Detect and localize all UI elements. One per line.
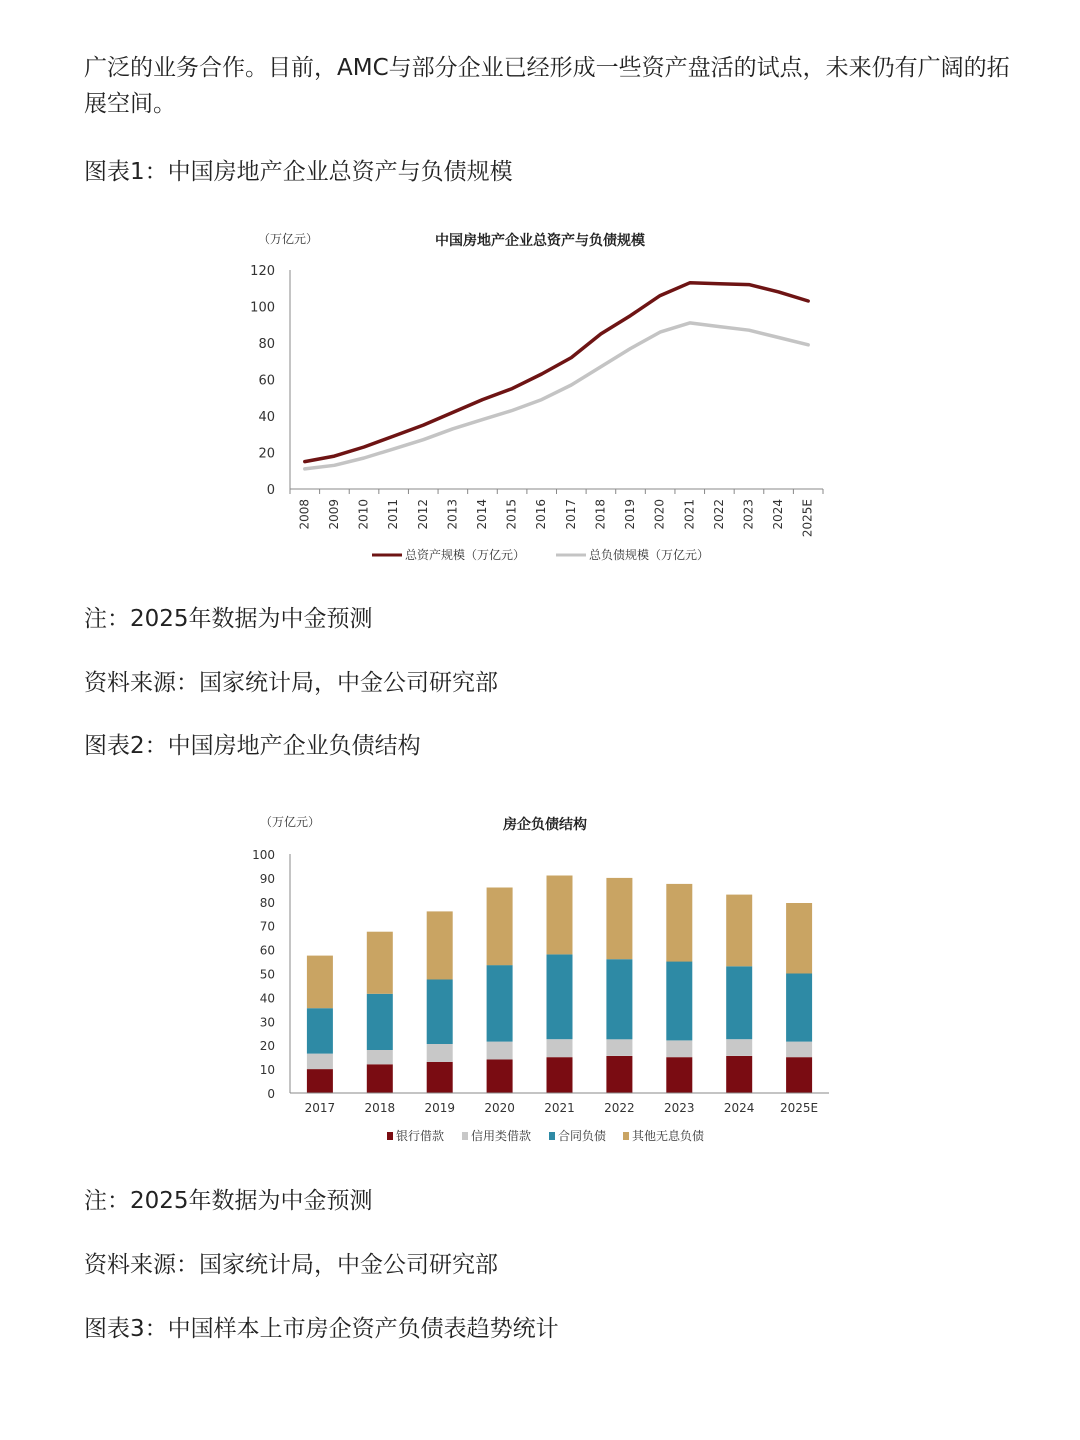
chart2-bar-credit-loan	[666, 1040, 692, 1057]
chart2-bars	[307, 876, 812, 1094]
chart1-x-tick-label: 2012	[415, 499, 430, 530]
chart1-x-axis	[290, 489, 823, 537]
chart2-x-tick-label: 2017	[304, 1101, 336, 1115]
chart2-legend	[387, 1128, 704, 1143]
chart1-y-tick-label: 0	[266, 483, 275, 498]
figure3-caption: 图表3：中国样本上市房企资产负债表趋势统计	[84, 1316, 559, 1342]
chart1-series-lines	[305, 283, 808, 469]
chart2-y-tick-label: 20	[259, 1039, 275, 1054]
chart2-bar-credit-loan	[487, 1042, 513, 1060]
chart1-y-tick-label: 20	[258, 446, 275, 462]
chart2-bar-bank-loan	[367, 1064, 393, 1093]
chart2-bar-bank-loan	[487, 1060, 513, 1094]
chart2-bar-other-liability	[367, 932, 393, 994]
chart1-x-tick-label: 2021	[682, 499, 697, 530]
figure1-note: 注：2025年数据为中金预测	[84, 606, 373, 632]
chart2-bar-bank-loan	[666, 1057, 692, 1093]
chart2-bar-bank-loan	[427, 1062, 453, 1093]
chart2-unit-label: （万亿元）	[260, 815, 321, 829]
chart2-x-tick-label: 2025E	[779, 1101, 819, 1115]
chart1-legend	[372, 547, 709, 562]
chart1-x-tick-label: 2010	[356, 499, 371, 530]
chart1-x-tick-label: 2023	[741, 499, 756, 530]
chart2-x-tick-label: 2022	[604, 1101, 635, 1115]
chart2-y-tick-label: 80	[259, 895, 275, 910]
chart1-x-tick-label: 2009	[326, 499, 341, 530]
chart1-x-tick-label: 2019	[623, 499, 638, 530]
chart2-bar-contract-liability	[786, 974, 812, 1042]
legend-contract-liability-swatch	[549, 1132, 555, 1140]
chart1-x-tick-label: 2016	[534, 499, 549, 530]
chart1-y-axis	[250, 264, 290, 498]
chart2-x-tick-label: 2019	[424, 1101, 455, 1115]
chart2-bar-credit-loan	[606, 1039, 632, 1056]
chart2-y-tick-label: 50	[259, 967, 275, 982]
chart2-bar-other-liability	[487, 888, 513, 966]
chart1-y-tick-label: 100	[250, 300, 275, 316]
figure2-caption: 图表2：中国房地产企业负债结构	[84, 733, 421, 759]
chart2-bar-contract-liability	[547, 954, 573, 1039]
chart2-x-tick-label: 2021	[544, 1101, 575, 1115]
figure2-source: 资料来源：国家统计局，中金公司研究部	[84, 1252, 498, 1278]
figure1-source: 资料来源：国家统计局，中金公司研究部	[84, 670, 498, 696]
chart1-total-liabilities-line	[305, 323, 808, 469]
chart1-unit-label: （万亿元）	[258, 232, 319, 246]
legend-bank-loan-swatch	[387, 1132, 393, 1140]
chart2-bar-bank-loan	[547, 1057, 573, 1093]
chart2-y-tick-label: 30	[259, 1015, 275, 1030]
legend-bank-loan-label: 银行借款	[396, 1129, 445, 1143]
chart2-x-axis	[290, 1093, 829, 1115]
chart1-x-tick-label: 2011	[386, 499, 401, 530]
chart2-bar-other-liability	[427, 911, 453, 979]
chart2-bar-contract-liability	[427, 980, 453, 1045]
chart2-y-tick-label: 60	[259, 943, 275, 958]
chart2-bar-contract-liability	[367, 994, 393, 1050]
chart1-x-tick-label: 2015	[504, 499, 519, 530]
chart2-bar-credit-loan	[726, 1039, 752, 1056]
chart2-y-axis	[252, 848, 290, 1101]
chart2-bar-other-liability	[666, 884, 692, 962]
chart2-bar-contract-liability	[666, 962, 692, 1041]
chart2-y-tick-label: 10	[259, 1063, 275, 1078]
legend-contract-liability-label: 合同负债	[558, 1129, 607, 1143]
chart2-x-tick-label: 2018	[364, 1101, 396, 1115]
chart1-x-tick-label: 2017	[563, 499, 578, 530]
chart2-bar-credit-loan	[547, 1039, 573, 1057]
chart2-y-tick-label: 70	[259, 919, 275, 934]
chart2-bar-other-liability	[547, 876, 573, 955]
chart1-x-tick-label: 2020	[652, 499, 667, 530]
chart1-x-tick-label: 2024	[771, 499, 786, 530]
chart2-bar-contract-liability	[487, 965, 513, 1042]
figure1-caption: 图表1：中国房地产企业总资产与负债规模	[84, 159, 513, 185]
chart2-bar-contract-liability	[307, 1008, 333, 1053]
chart2-bar-other-liability	[726, 895, 752, 967]
legend-asset-label: 总资产规模（万亿元）	[405, 548, 526, 562]
legend-credit-loan-label: 信用类借款	[471, 1129, 532, 1143]
chart2-bar-contract-liability	[606, 959, 632, 1039]
chart2-bar-bank-loan	[786, 1057, 812, 1093]
chart2-bar-other-liability	[786, 903, 812, 974]
legend-liability-label: 总负债规模（万亿元）	[589, 548, 710, 562]
chart1-x-tick-label: 2025E	[800, 499, 815, 538]
chart2-x-tick-label: 2020	[484, 1101, 515, 1115]
chart2-bar-credit-loan	[427, 1044, 453, 1062]
chart2-x-tick-label: 2024	[723, 1101, 755, 1115]
chart1-x-tick-label: 2014	[474, 499, 489, 530]
chart1-total-assets-line	[305, 283, 808, 462]
chart1-x-tick-label: 2022	[711, 499, 726, 530]
figure2-note: 注：2025年数据为中金预测	[84, 1188, 373, 1214]
chart2-bar-bank-loan	[307, 1069, 333, 1093]
chart2-bar-credit-loan	[786, 1042, 812, 1058]
chart2-y-tick-label: 40	[259, 991, 275, 1006]
chart2-bar-credit-loan	[307, 1054, 333, 1070]
chart2-bar-other-liability	[606, 878, 632, 959]
chart2-bar-credit-loan	[367, 1050, 393, 1064]
chart1-y-tick-label: 120	[250, 264, 275, 279]
chart2-y-tick-label: 100	[252, 848, 275, 862]
chart2-bar-contract-liability	[726, 966, 752, 1039]
chart1-title: 中国房地产企业总资产与负债规模	[435, 233, 645, 249]
chart1-y-tick-label: 60	[258, 373, 275, 389]
chart1-x-tick-label: 2018	[593, 499, 608, 530]
chart2-y-tick-label: 90	[259, 871, 275, 886]
legend-other-liability-swatch	[623, 1132, 629, 1140]
intro-paragraph: 广泛的业务合作。目前，AMC与部分企业已经形成一些资产盘活的试点，未来仍有广阔的拓展空间。	[84, 55, 1010, 117]
chart1-x-tick-label: 2008	[297, 499, 312, 530]
chart1-y-tick-label: 40	[258, 410, 275, 425]
chart2-bar-bank-loan	[726, 1056, 752, 1093]
legend-other-liability-label: 其他无息负债	[632, 1129, 705, 1143]
chart2-bar-bank-loan	[606, 1056, 632, 1093]
chart2-y-tick-label: 0	[267, 1087, 275, 1101]
legend-credit-loan-swatch	[462, 1132, 468, 1140]
chart1-x-tick-label: 2013	[445, 499, 460, 530]
chart1-y-tick-label: 80	[258, 337, 275, 352]
chart2-bar-other-liability	[307, 956, 333, 1009]
chart2-title: 房企负债结构	[503, 817, 587, 833]
chart2-x-tick-label: 2023	[664, 1101, 695, 1115]
